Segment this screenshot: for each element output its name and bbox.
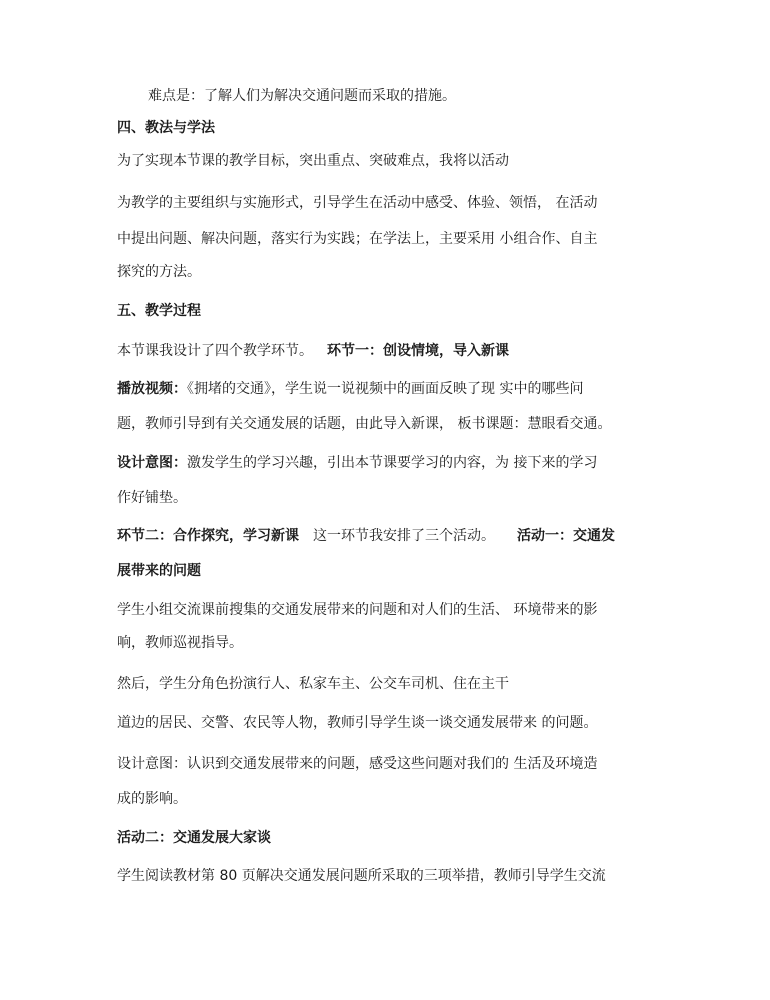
section-heading-process: 五、教学过程 [117,303,201,319]
paragraph-line: 为教学的主要组织与实施形式，引导学生在活动中感受、体验、领悟， 在活动 [117,195,598,211]
paragraph-line: 然后，学生分角色扮演行人、私家车主、公交车司机、住在主干 [117,676,509,692]
paragraph-line: 探究的方法。 [117,264,201,280]
section-heading-methods: 四、教法与学法 [117,120,215,136]
paragraph-text: 激发学生的学习兴趣，引出本节课要学习的内容，为 接下来的学习 [187,455,598,471]
difficulty-text: 难点是：了解人们为解决交通问题而采取的措施。 [148,88,456,104]
paragraph-line: 中提出问题、解决问题，落实行为实践；在学法上，主要采用 小组合作、自主 [117,231,598,247]
design-intent-label: 设计意图： [117,455,187,471]
paragraph-text: 《拥堵的交通》，学生说一说视频中的画面反映了现 实中的哪些问 [187,381,584,397]
paragraph-line: 学生阅读教材第 80 页解决交通发展问题所采取的三项举措，教师引导学生交流 [117,868,606,884]
paragraph-line: 学生小组交流课前搜集的交通发展带来的问题和对人们的生活、 环境带来的影 [117,602,598,618]
paragraph-line: 响，教师巡视指导。 [117,635,243,651]
paragraph-line: 题，教师引导到有关交通发展的话题，由此导入新课， 板书课题：慧眼看交通。 [117,416,612,432]
paragraph-line [117,379,583,399]
paragraph-text: 这一环节我安排了三个活动。 [313,528,495,544]
paragraph-line: 设计意图：认识到交通发展带来的问题，感受这些问题对我们的 生活及环境造 [117,756,598,772]
paragraph-line: 为了实现本节课的教学目标，突出重点、突破难点，我将以活动 [117,153,509,169]
paragraph-line: 道边的居民、交警、农民等人物，教师引导学生谈一谈交通发展带来 的问题。 [117,715,598,731]
activity-one-heading: 活动一：交通发 [517,528,615,544]
activity-two-heading: 活动二：交通发展大家谈 [117,830,271,846]
paragraph-line: 作好铺垫。 [117,490,187,506]
video-label: 播放视频： [117,381,187,397]
paragraph-text: 本节课我设计了四个教学环节。 [117,343,313,359]
paragraph-line [117,453,597,473]
step-two-heading: 环节二：合作探究，学习新课 [117,528,299,544]
paragraph-line [117,526,615,546]
activity-one-heading-cont: 展带来的问题 [117,563,201,579]
step-one-heading: 环节一：创设情境，导入新课 [327,343,509,359]
paragraph-line [117,341,509,361]
paragraph-line: 成的影响。 [117,791,187,807]
